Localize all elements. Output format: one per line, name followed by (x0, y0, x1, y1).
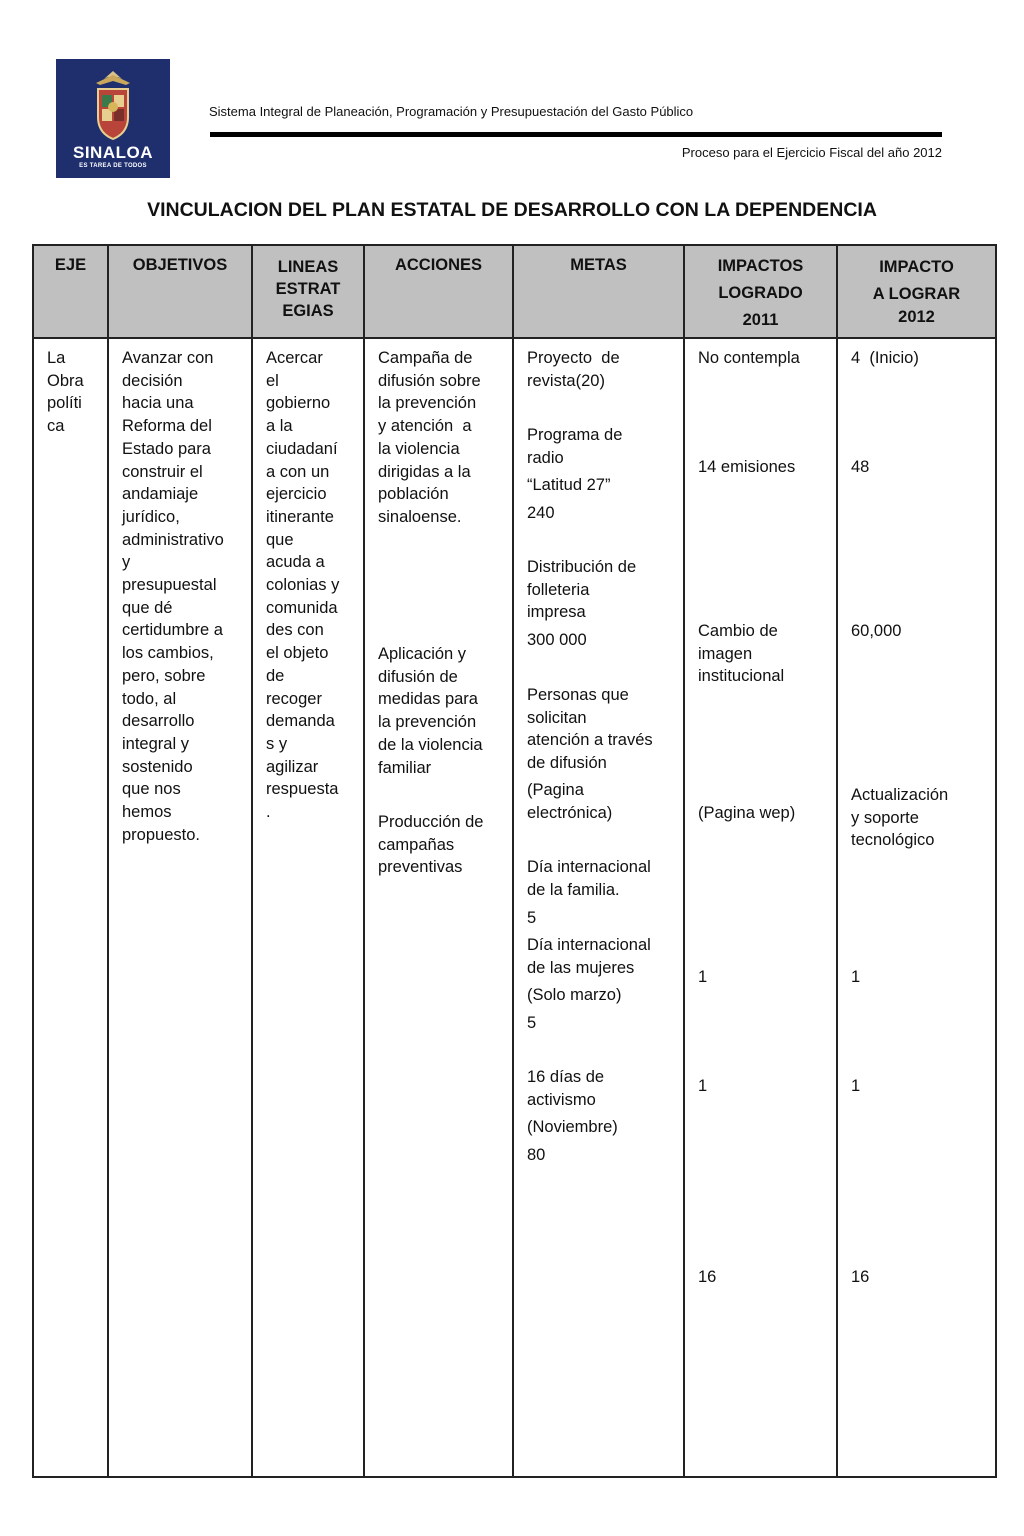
cell-impactos-logrado (684, 338, 837, 1477)
col-header-acciones: ACCIONES (364, 245, 513, 338)
meta-dia-familia: Día internacional de la familia. (527, 858, 651, 899)
table-row (33, 338, 996, 1477)
meta-dia-mujeres-periodo: (Solo marzo) (527, 986, 622, 1004)
logrado-activismo-dias: 16 (698, 1268, 717, 1286)
meta-radio: Programa de radio (527, 426, 623, 467)
meta-pagina-electronica: (Pagina electrónica) (527, 781, 613, 822)
process-label: Proceso para el Ejercicio Fiscal del año 2012 (681, 145, 942, 160)
accion-campana-difusion: Campaña de difusión sobre la prevención y atención a la violencia dirigidas a la población sinaloense. (378, 349, 481, 526)
logrado-revista: No contempla (698, 349, 800, 367)
lograr-radio: 48 (851, 458, 870, 476)
col-header-lineas: LINEAS ESTRAT EGIAS (252, 245, 364, 338)
cell-metas (513, 338, 684, 1477)
meta-folleteria-cantidad: 300 000 (527, 631, 587, 649)
logrado-activismo: 1 (698, 1077, 708, 1095)
lineas-text: Acercar el gobierno a la ciudadaní a con un ejercicio itinerante que acuda a colonias y comunida des con el objeto de recoger demanda s y agilizar respuesta . (266, 349, 340, 822)
meta-radio-cantidad: 240 (527, 504, 555, 522)
lograr-pagina: Actualización y soporte tecnológico (851, 786, 949, 850)
logrado-folleteria: Cambio de imagen institucional (698, 622, 785, 686)
col-header-objetivos: OBJETIVOS (108, 245, 252, 338)
lograr-folleteria: 60,000 (851, 622, 902, 640)
cell-acciones (364, 338, 513, 1477)
accion-campanas-preventivas: Producción de campañas preventivas (378, 813, 484, 877)
system-name: Sistema Integral de Planeación, Programación y Presupuestación del Gasto Público (209, 104, 694, 119)
eje-text: La Obra políti ca (47, 349, 84, 436)
col-header-metas: METAS (513, 245, 684, 338)
meta-dia-mujeres: Día internacional de las mujeres (527, 936, 651, 977)
cell-eje (33, 338, 108, 1477)
logo-tagline: ES TAREA DE TODOS (79, 163, 147, 169)
meta-dia-mujeres-cantidad: 5 (527, 1014, 537, 1032)
coat-of-arms-icon (56, 59, 170, 143)
lograr-activismo-dias: 16 (851, 1268, 870, 1286)
logrado-dia-mujeres: 1 (698, 968, 708, 986)
accion-medidas-prevencion: Aplicación y difusión de medidas para la prevención de la violencia familiar (378, 645, 483, 777)
logrado-radio: 14 emisiones (698, 458, 796, 476)
sinaloa-logo (56, 59, 170, 178)
logo-wordmark: SINALOA (73, 143, 153, 162)
header-row (33, 245, 996, 338)
cell-impacto-lograr (837, 338, 996, 1477)
col-header-impacto-lograr: IMPACTO A LOGRAR 2012 (837, 245, 996, 338)
objetivos-text: Avanzar con decisión hacia una Reforma del Estado para construir el andamiaje jurídico, administrativo y presupuestal que dé certidumbre a los cambios, pero, sobre todo, al desarrollo integral y sostenido que nos hemos propuesto. (122, 349, 224, 844)
meta-dia-familia-cantidad: 5 (527, 909, 537, 927)
header-divider (210, 132, 942, 137)
meta-personas-difusion: Personas que solicitan atención a través de difusión (527, 686, 653, 773)
meta-activismo-periodo: (Noviembre) (527, 1118, 618, 1136)
meta-folleteria: Distribución de folleteria impresa (527, 558, 637, 622)
col-header-impactos-logrado: IMPACTOS LOGRADO 2011 (684, 245, 837, 338)
meta-revista: Proyecto de revista(20) (527, 349, 620, 390)
lograr-dia-mujeres: 1 (851, 968, 861, 986)
col-header-eje: EJE (33, 245, 108, 338)
lograr-activismo: 1 (851, 1077, 861, 1095)
meta-activismo-cantidad: 80 (527, 1146, 546, 1164)
lograr-revista: 4 (Inicio) (851, 349, 919, 367)
cell-objetivos (108, 338, 252, 1477)
page-title: VINCULACION DEL PLAN ESTATAL DE DESARROLLO CON LA DEPENDENCIA (147, 199, 877, 221)
cell-lineas-estrategias (252, 338, 364, 1477)
meta-activismo: 16 días de activismo (527, 1068, 605, 1109)
meta-radio-programa: “Latitud 27” (527, 476, 611, 494)
linkage-table (32, 244, 997, 1478)
logrado-pagina: (Pagina wep) (698, 804, 796, 822)
